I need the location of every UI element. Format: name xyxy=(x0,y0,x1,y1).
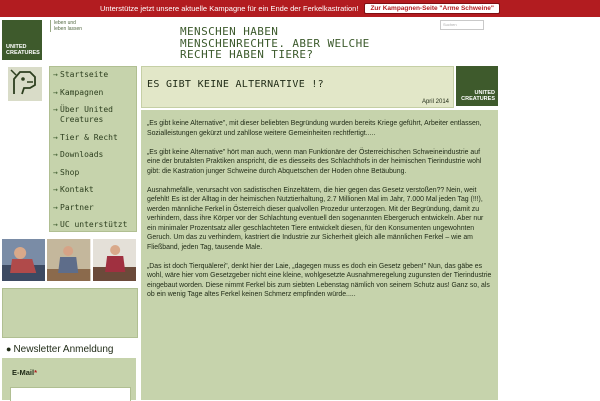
newsletter-title: Newsletter Anmeldung xyxy=(13,344,114,355)
nav-item-label: Downloads xyxy=(60,150,104,159)
pig-face-icon xyxy=(8,67,42,101)
nav-item-label: Über United Creatures xyxy=(60,105,113,124)
nav-item-label: Partner xyxy=(60,202,94,212)
nav-item-label: Shop xyxy=(60,167,80,177)
article-paragraph: „Es gibt keine Alternative", mit dieser beliebten Begründung wurden bereits Kriege geführt, Arbeiter entlassen, Sozialleistungen gekürzt und zahllose weitere Gemeinheiten rechtfertigt..... xyxy=(147,120,482,137)
search-input[interactable]: Suchen xyxy=(440,20,484,30)
campaign-thumbnail-2[interactable] xyxy=(47,239,90,281)
arrow-right-icon: → xyxy=(53,105,58,114)
newsletter-heading xyxy=(6,344,114,355)
bullet-icon: ● xyxy=(6,344,12,354)
campaign-thumbnail-1[interactable] xyxy=(2,239,45,281)
article-paragraph: „Das ist doch Tierquälerei", denkt hier der Laie, „dagegen muss es doch ein Gesetz geben!" Nun, das gäbe es wohl, wäre hier vom Gesetzgeber nicht eine kleine, wohlgesetzte Ausnahmeregelung zugunsten der Tierindustrie eingebaut worden. Diese nimmt Ferkel bis zum siebten Lebenstag nämlich von seinem Schutz aus! Ganz so, als ob ein wenig Tage altes Ferkel keinen Schmerz empfinden würde..... xyxy=(147,262,492,298)
claim-line-2: leben lassen xyxy=(54,26,83,32)
united-creatures-logo[interactable] xyxy=(2,20,42,60)
arrow-right-icon: → xyxy=(53,202,58,212)
nav-item-partner[interactable] xyxy=(50,203,136,213)
campaign-thumbnail-3[interactable] xyxy=(93,239,136,281)
site-headline: MENSCHEN HABEN MENSCHENRECHTE. ABER WELCHE RECHTE HABEN TIERE? xyxy=(180,25,370,61)
nav-item-label: Kampagnen xyxy=(60,87,104,97)
email-label-text: E-Mail xyxy=(12,368,35,377)
claim-line-1: leben und xyxy=(54,20,76,26)
nav-item-shop[interactable] xyxy=(50,168,136,178)
article-date: April 2014 xyxy=(421,99,449,105)
email-field[interactable] xyxy=(10,387,131,401)
united-creatures-badge xyxy=(456,66,498,106)
arrow-right-icon: → xyxy=(53,70,58,79)
email-label xyxy=(12,368,37,377)
nav-item-label: Tier & Recht xyxy=(60,132,118,142)
campaign-page-button[interactable]: Zur Kampagnen-Seite "Arme Schweine" xyxy=(364,3,500,14)
nav-item-downloads[interactable] xyxy=(50,150,136,160)
nav-item-label: Startseite xyxy=(60,70,109,79)
arrow-right-icon: → xyxy=(53,87,58,97)
logo-line-2: CREATURES xyxy=(6,50,40,56)
article-paragraph: Ausnahmefälle, verursacht von sadistischen Einzeltätern, die hier gegen das Gesetz verstoßen?? Nein, weit gefehlt! Es ist der Alltag in der heimischen Nutztierhaltung, 2.7 Millionen Mal im Jahr, 7.000 Mal jeden Tag (!!!), werden männliche Ferkel in Österreich dieser qualvollen Prozedur unterzogen. Mit der Begründung, damit zu verhindern, dass ihre Körper vor der Schlachtung eventuell den sogenannten Ebergeruch entwickeln. Aber nur ein minimaler Prozentsatz aller geschlachteten Tiere entwickelt diesen, für den Konsumenten ungewohnten Geruch. Um das zu verhindern, kastriert die Industrie zur Sicherheit gleich alle männlichen Ferkel – wie am Fließband, jeden Tag, tausende Male. xyxy=(147,186,484,251)
nav-item-label: Kontakt xyxy=(60,185,94,194)
campaign-thumbnails xyxy=(2,239,136,281)
main-navigation xyxy=(49,66,137,232)
brand-claim xyxy=(50,20,82,32)
arrow-right-icon: → xyxy=(53,185,58,194)
nav-item-uc-unterstuetzt[interactable] xyxy=(50,220,136,230)
arrow-right-icon: → xyxy=(53,150,58,159)
article-body xyxy=(141,110,498,400)
badge-line-1: UNITED xyxy=(474,90,495,96)
arrow-right-icon: → xyxy=(53,167,58,177)
required-mark: * xyxy=(34,368,38,377)
nav-item-kampagnen[interactable] xyxy=(50,88,136,98)
nav-item-startseite[interactable] xyxy=(50,70,136,80)
article-paragraph: „Es gibt keine Alternative" hört man auch, wenn man Funktionäre der Österreichischen Schweineindustrie auf eine der brutalsten Praktiken anspricht, die es diesseits des Schlachthofs in der heimischen Tierindustrie wohl gibt: die Kastration junger Schweine durch Abquetschen der Hoden ohne Betäubung. xyxy=(147,148,482,175)
nav-item-tier-recht[interactable] xyxy=(50,133,136,143)
article-title: ES GIBT KEINE ALTERNATIVE !? xyxy=(147,79,324,90)
article-header xyxy=(141,66,454,108)
campaign-banner-text: Unterstütze jetzt unsere aktuelle Kampagne für ein Ende der Ferkelkastration! xyxy=(99,4,359,13)
nav-item-kontakt[interactable] xyxy=(50,185,136,195)
arrow-right-icon: → xyxy=(53,220,58,229)
logo-line-1: UNITED xyxy=(6,44,27,50)
badge-line-2: CREATURES xyxy=(461,96,495,102)
sidebar-panel xyxy=(2,288,138,338)
campaign-banner xyxy=(0,0,600,17)
nav-item-label: UC unterstützt xyxy=(60,220,128,229)
nav-item-ueber-united-creatures[interactable] xyxy=(50,105,136,125)
arrow-right-icon: → xyxy=(53,132,58,142)
